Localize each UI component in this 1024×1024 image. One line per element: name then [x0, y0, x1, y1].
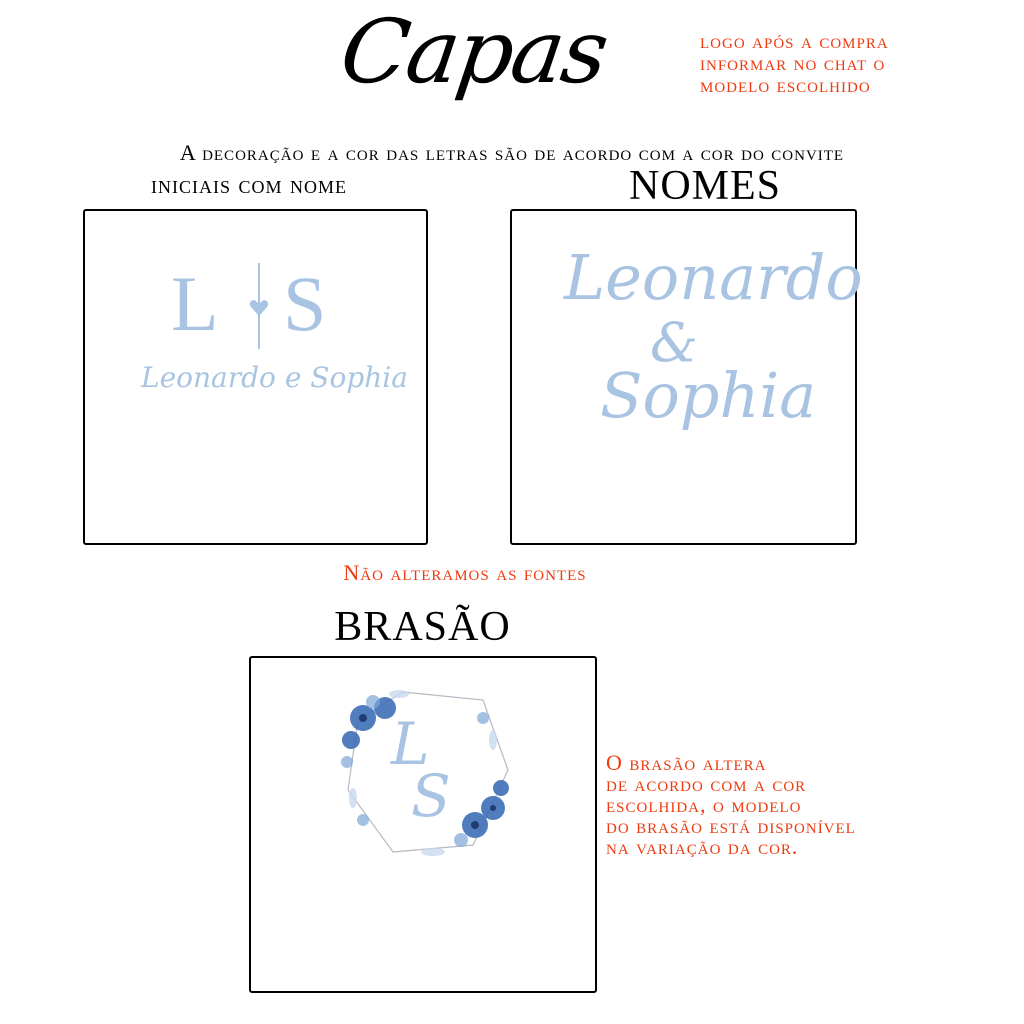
brasao-label: BRASÃO — [334, 604, 511, 650]
page-title: Capas — [334, 0, 613, 103]
name-line-1: Leonardo — [564, 241, 863, 314]
monogram-bottom: S — [411, 762, 451, 830]
monogram-top: L — [391, 710, 430, 778]
brasao-note-line-1: O brasão altera — [606, 750, 767, 775]
fonts-note: Não alteramos as fontes — [343, 560, 587, 585]
heart-icon — [249, 299, 269, 317]
brasao-note-line-4: do brasão está disponível — [606, 813, 856, 838]
brasao-note-line-5: na variação da cor. — [606, 834, 799, 859]
note-line-2: informar no chat o — [700, 50, 886, 75]
iniciais-label: iniciais com nome — [151, 170, 347, 199]
decoration-subtitle: A decoração e a cor das letras são de acordo com a cor do convite — [179, 140, 845, 165]
chat-instruction-note — [700, 30, 1020, 96]
brasao-preview-box[interactable] — [249, 656, 597, 993]
ampersand: & — [650, 311, 699, 374]
note-line-1: logo após a compra — [700, 28, 889, 53]
brasao-note-line-3: escolhida, o modelo — [606, 792, 802, 817]
brasao-color-note — [606, 752, 1016, 857]
couple-names: Leonardo e Sophia — [141, 361, 408, 394]
iniciais-preview-box[interactable] — [83, 209, 428, 545]
name-line-2: Sophia — [600, 359, 817, 432]
nomes-preview-box[interactable] — [510, 209, 863, 545]
initial-left: L — [171, 260, 219, 347]
brasao-note-line-2: de acordo com a cor — [606, 771, 807, 796]
nomes-label: NOMES — [628, 163, 782, 209]
note-line-3: modelo escolhido — [700, 72, 871, 97]
initial-right: S — [283, 260, 327, 347]
